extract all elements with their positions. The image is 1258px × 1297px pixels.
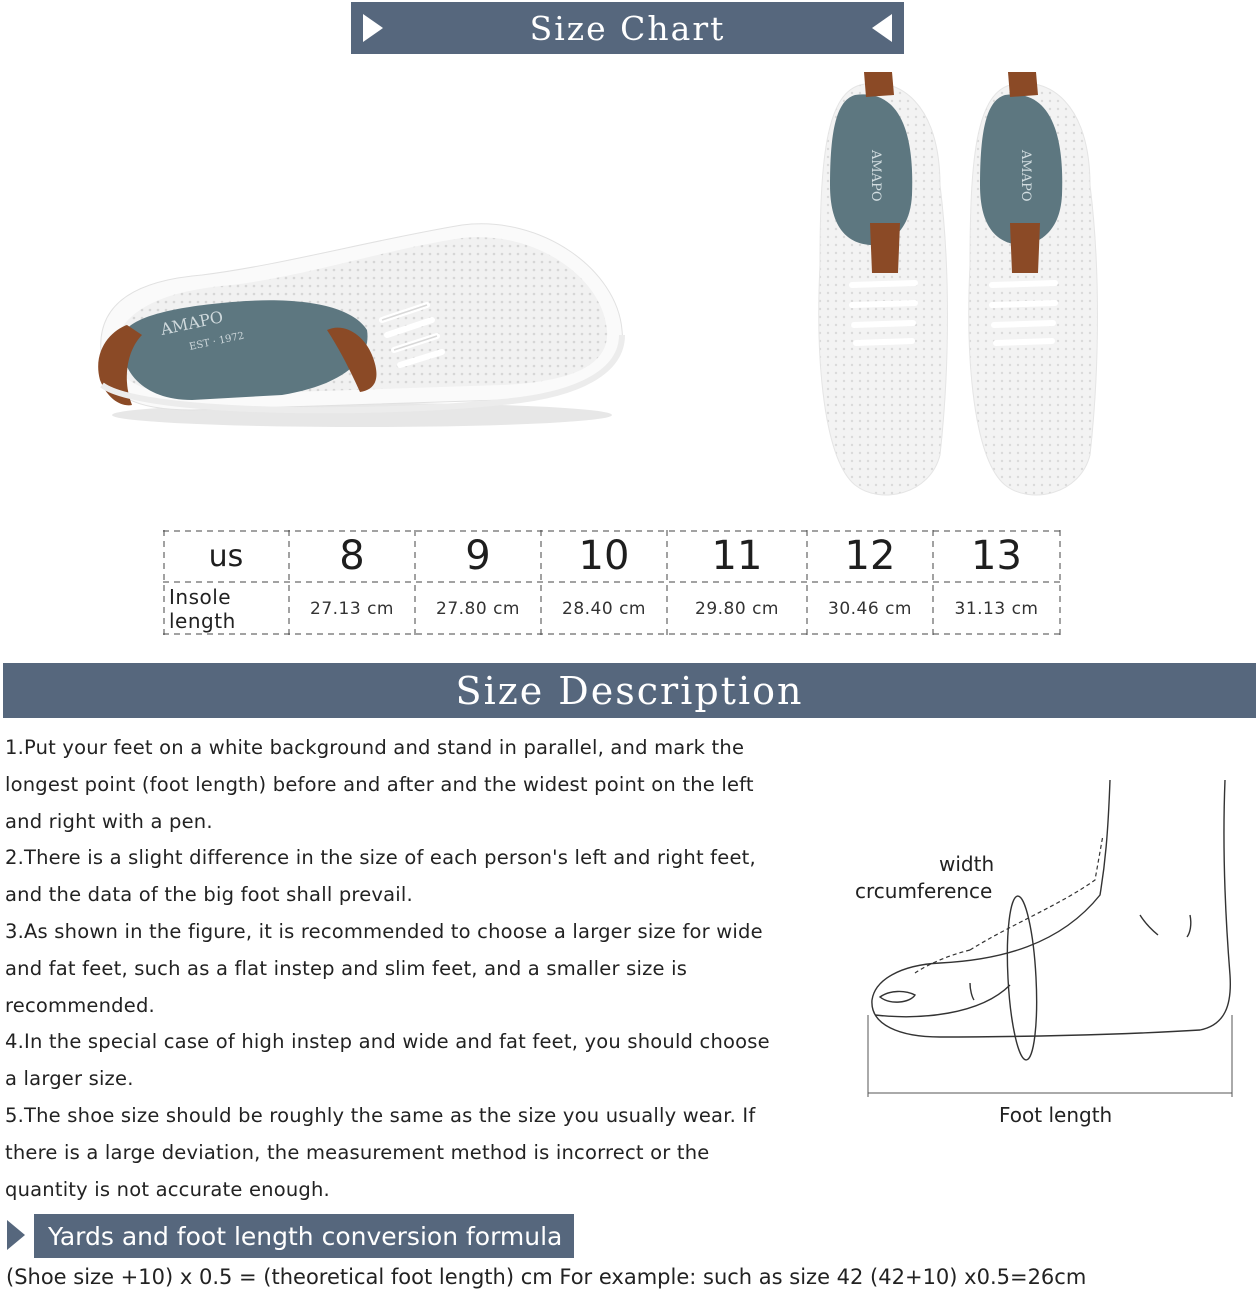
play-right-icon [363, 14, 383, 42]
insole-length-cell: 27.80 cm [436, 598, 520, 619]
instruction-line: 4.In the special case of high instep and wide and fat feet, you should choose [5, 1030, 770, 1054]
size-description-title: Size Description [455, 668, 804, 713]
insole-length-cell: 31.13 cm [954, 598, 1039, 619]
play-left-icon [872, 14, 892, 42]
instruction-line: 3.As shown in the figure, it is recommended to choose a larger size for wide [5, 919, 763, 943]
size-table [163, 530, 1061, 635]
instruction-line: recommended. [5, 993, 155, 1017]
size-cell: 8 [339, 533, 365, 579]
formula-title: Yards and foot length conversion formula [48, 1221, 563, 1251]
shoe-est-text: EST · 1972 [188, 330, 246, 353]
instruction-line: and fat feet, such as a flat instep and slim feet, and a smaller size is [5, 956, 688, 980]
play-right-icon [7, 1220, 25, 1250]
size-cell: 12 [844, 533, 896, 579]
insole-length-label: Insole length [169, 584, 236, 633]
size-instructions [5, 730, 835, 1208]
instruction-line: there is a large deviation, the measurement method is incorrect or the [5, 1140, 710, 1164]
formula-text: (Shoe size +10) x 0.5 = (theoretical foot length) cm For example: such as size 42 (42+10) x0.5=26cm [6, 1265, 1087, 1289]
size-description-banner [3, 663, 1256, 718]
size-cell: 13 [971, 533, 1022, 579]
insole-length-cell: 27.13 cm [310, 598, 394, 619]
size-chart-banner [351, 2, 904, 54]
width-label: width [939, 852, 995, 876]
circumference-label: crcumference [855, 879, 993, 903]
instruction-line: 1.Put your feet on a white background and stand in parallel, and mark the [5, 736, 745, 759]
right-shoe-brand: AMAPO [1018, 150, 1033, 202]
size-chart-title: Size Chart [529, 8, 726, 48]
left-shoe-brand: AMAPO [868, 150, 883, 202]
foot-length-label: Foot length [999, 1103, 1113, 1127]
insole-length-cell: 29.80 cm [695, 598, 779, 619]
shoe-brand-text: AMAPO [158, 307, 225, 339]
instruction-line: longest point (foot length) before and after and the widest point on the left [5, 772, 754, 796]
instruction-line: 5.The shoe size should be roughly the same as the size you usually wear. If [5, 1103, 756, 1127]
insole-length-cell: 30.46 cm [828, 598, 912, 619]
size-cell: 9 [465, 533, 491, 579]
instruction-line: 2.There is a slight difference in the size of each person's left and right feet, [5, 846, 756, 870]
insole-length-cell: 28.40 cm [562, 598, 646, 619]
size-cell: 11 [711, 533, 763, 579]
size-row-header: us [208, 538, 244, 574]
size-cell: 10 [578, 533, 630, 579]
formula-banner [34, 1214, 574, 1258]
foot-measure-diagram [860, 775, 1250, 1105]
instruction-line: quantity is not accurate enough. [5, 1177, 330, 1201]
instruction-line: and the data of the big foot shall prevail. [5, 883, 413, 907]
instruction-line: a larger size. [5, 1067, 134, 1091]
instruction-line: and right with a pen. [5, 809, 213, 833]
shoe-side-view-image [82, 210, 632, 440]
shoe-top-view-image [800, 65, 1130, 505]
